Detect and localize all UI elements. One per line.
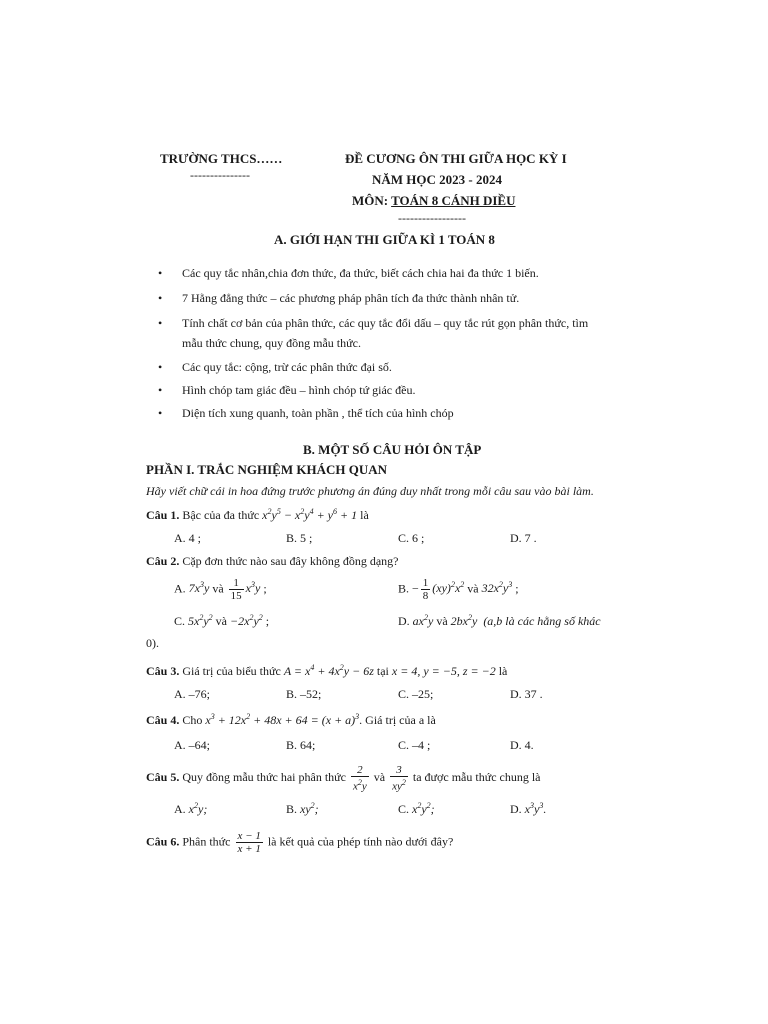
part1-title: PHẦN I. TRẮC NGHIỆM KHÁCH QUAN [146,462,387,477]
q3-option-a: A. –76; [174,687,210,701]
section-a-title: A. GIỚI HẠN THI GIỮA KÌ 1 TOÁN 8 [274,232,495,247]
q1-polynomial: $x^2y^5 - x^2y^4 + y^6 + 1$ [262,507,358,522]
q3-values: x = 4, y = −5, z = −2 [391,664,496,678]
q5-option-a: A. $x^2y$; [174,801,208,816]
q5-option-d: D. $x^3y^3$. [510,801,547,816]
q2-option-d-continuation: 0). [146,636,159,650]
document-page: TRƯỜNG THCS…… --------------- ĐỀ CƯƠNG ÔN THI GIỮA HỌC KỲ I NĂM HỌC 2023 - 2024 MÔN: TOÁN 8 CÁNH DIỀU ----------------- A. GIỚI HẠN THI GIỮA KÌ 1 TOÁN 8 • Các quy tắc nhân,chia đơn thức, đa thức, biết cách chia hai đa thức 1 biến. • 7 Hằng đẳng thức – các phương pháp phân tích đa thức thành nhân tử. • Tính chất cơ bản của phân thức, các quy tắc đổi dấu – quy tắc rút gọn phân thức, tìm mẫu thức chung, quy đồng mẫu thức. • Các quy tắc: cộng, trừ các phân thức đại số. • Hình chóp tam giác đều – hình chóp tứ giác đều. • Diện tích xung quanh, toàn phần , thể tích của hình chóp B. MỘT SỐ CÂU HỎI ÔN TẬP PHẦN I. TRẮC NGHIỆM KHÁCH QUAN Hãy viết chữ cái in hoa đứng trước phương án đúng duy nhất trong mỗi câu sau vào bài làm. Câu 1. Bậc của đa thức $x^2y^5 - x^2y^4 + y^6 + 1$ là A. 4 ; B. 5 ; C. 6 ; D. 7 . Câu 2. Cặp đơn thức nào sau đây không đồng dạng? A. $7x^3y$ và $\frac{1}{15}$ $x^3y$ ; B. − $\frac{1}{8}$ $(xy)^2x^2$ và $32x^2y^3$ ; C. $5x^2y^2$ và $-2x^2y^2$ ; D. $ax^2y$ và $2bx^2y$ (a,b là các hằng số khác 0). Câu 3. Giá trị của biểu thức $A = x^4 + 4x^2y - 6z$ tại x = 4, y = −5, z = −2 là A. –76; B. –52; C. –25; D. 37 . Câu 4. Cho $x^3 + 12x^2 + 48x + 64 = (x + a)^3$. Giá trị của a là A. –64; B. 64; C. –4 ; D. 4. Câu 5. Quy đồng mẫu thức hai phân thức $\frac{2}{x^2y}$ và $\frac{3}{xy^2}$ ta được mẫu thức chung là A. $x^2y$; B. $xy^2$; C. $x^2y^2$; D. $x^3y^3$. Câu 6. Phân thức $\frac{x - 1}{x + 1}$ là kết quả của phép tính nào dưới đây? [146,151,601,855]
question-3: Câu 3. Giá trị của biểu thức $A = x^4 + 4x^2y - 6z$ tại x = 4, y = −5, z = −2 là [146,663,508,678]
q3-option-c: C. –25; [398,687,434,701]
q2-option-d: D. $ax^2y$ và $2bx^2y$ (a,b là các hằng số khác [398,613,601,628]
q2-option-b: B. − $\frac{1}{8}$ $(xy)^2x^2$ và $32x^2y^3$ ; [398,577,519,602]
q4-option-c: C. –4 ; [398,738,431,752]
q1-option-c: C. 6 ; [398,531,425,545]
doc-title-line1: ĐỀ CƯƠNG ÔN THI GIỮA HỌC KỲ I [345,151,567,166]
q4-option-a: A. –64; [174,738,210,752]
q1-option-b: B. 5 ; [286,531,313,545]
section-b-title: B. MỘT SỐ CÂU HỎI ÔN TẬP [303,442,482,457]
q4-option-b: B. 64; [286,738,316,752]
q3-expression: $A = x^4 + 4x^2y - 6z$ [283,663,374,678]
q3-option-b: B. –52; [286,687,322,701]
question-1: Câu 1. Bậc của đa thức $x^2y^5 - x^2y^4 + y^6 + 1$ là [146,507,369,522]
q4-identity: $x^3 + 12x^2 + 48x + 64 = (x + a)^3$ [205,712,360,727]
subject-name: TOÁN 8 CÁNH DIỀU [391,193,516,208]
school-name: TRƯỜNG THCS…… [160,151,283,166]
doc-title-line2: NĂM HỌC 2023 - 2024 [372,172,502,187]
q5-option-b: B. $xy^2$; [286,801,319,816]
instruction: Hãy viết chữ cái in hoa đứng trước phương án đúng duy nhất trong mỗi câu sau vào bài làm. [146,484,594,498]
question-6: Câu 6. Phân thức $\frac{x - 1}{x + 1}$ là kết quả của phép tính nào dưới đây? [146,830,454,855]
q1-option-d: D. 7 . [510,531,537,545]
q2-option-c: C. $5x^2y^2$ và $-2x^2y^2$ ; [174,613,270,628]
title-dashes: ----------------- [398,211,466,225]
q2-option-a: A. $7x^3y$ và $\frac{1}{15}$ $x^3y$ ; [174,577,267,602]
q4-option-d: D. 4. [510,738,534,752]
subject-prefix: MÔN: [352,193,392,208]
question-5: Câu 5. Quy đồng mẫu thức hai phân thức $\frac{2}{x^2y}$ và $\frac{3}{xy^2}$ ta được mẫu thức chung là [146,764,541,793]
school-dashes: --------------- [190,168,250,182]
q5-option-c: C. $x^2y^2$; [398,801,435,816]
question-2: Câu 2. Cặp đơn thức nào sau đây không đồng dạng? [146,554,399,568]
question-4: Câu 4. Cho $x^3 + 12x^2 + 48x + 64 = (x + a)^3$. Giá trị của a là [146,712,436,727]
doc-subject [352,193,515,209]
q3-option-d: D. 37 . [510,687,543,701]
q1-option-a: A. 4 ; [174,531,201,545]
